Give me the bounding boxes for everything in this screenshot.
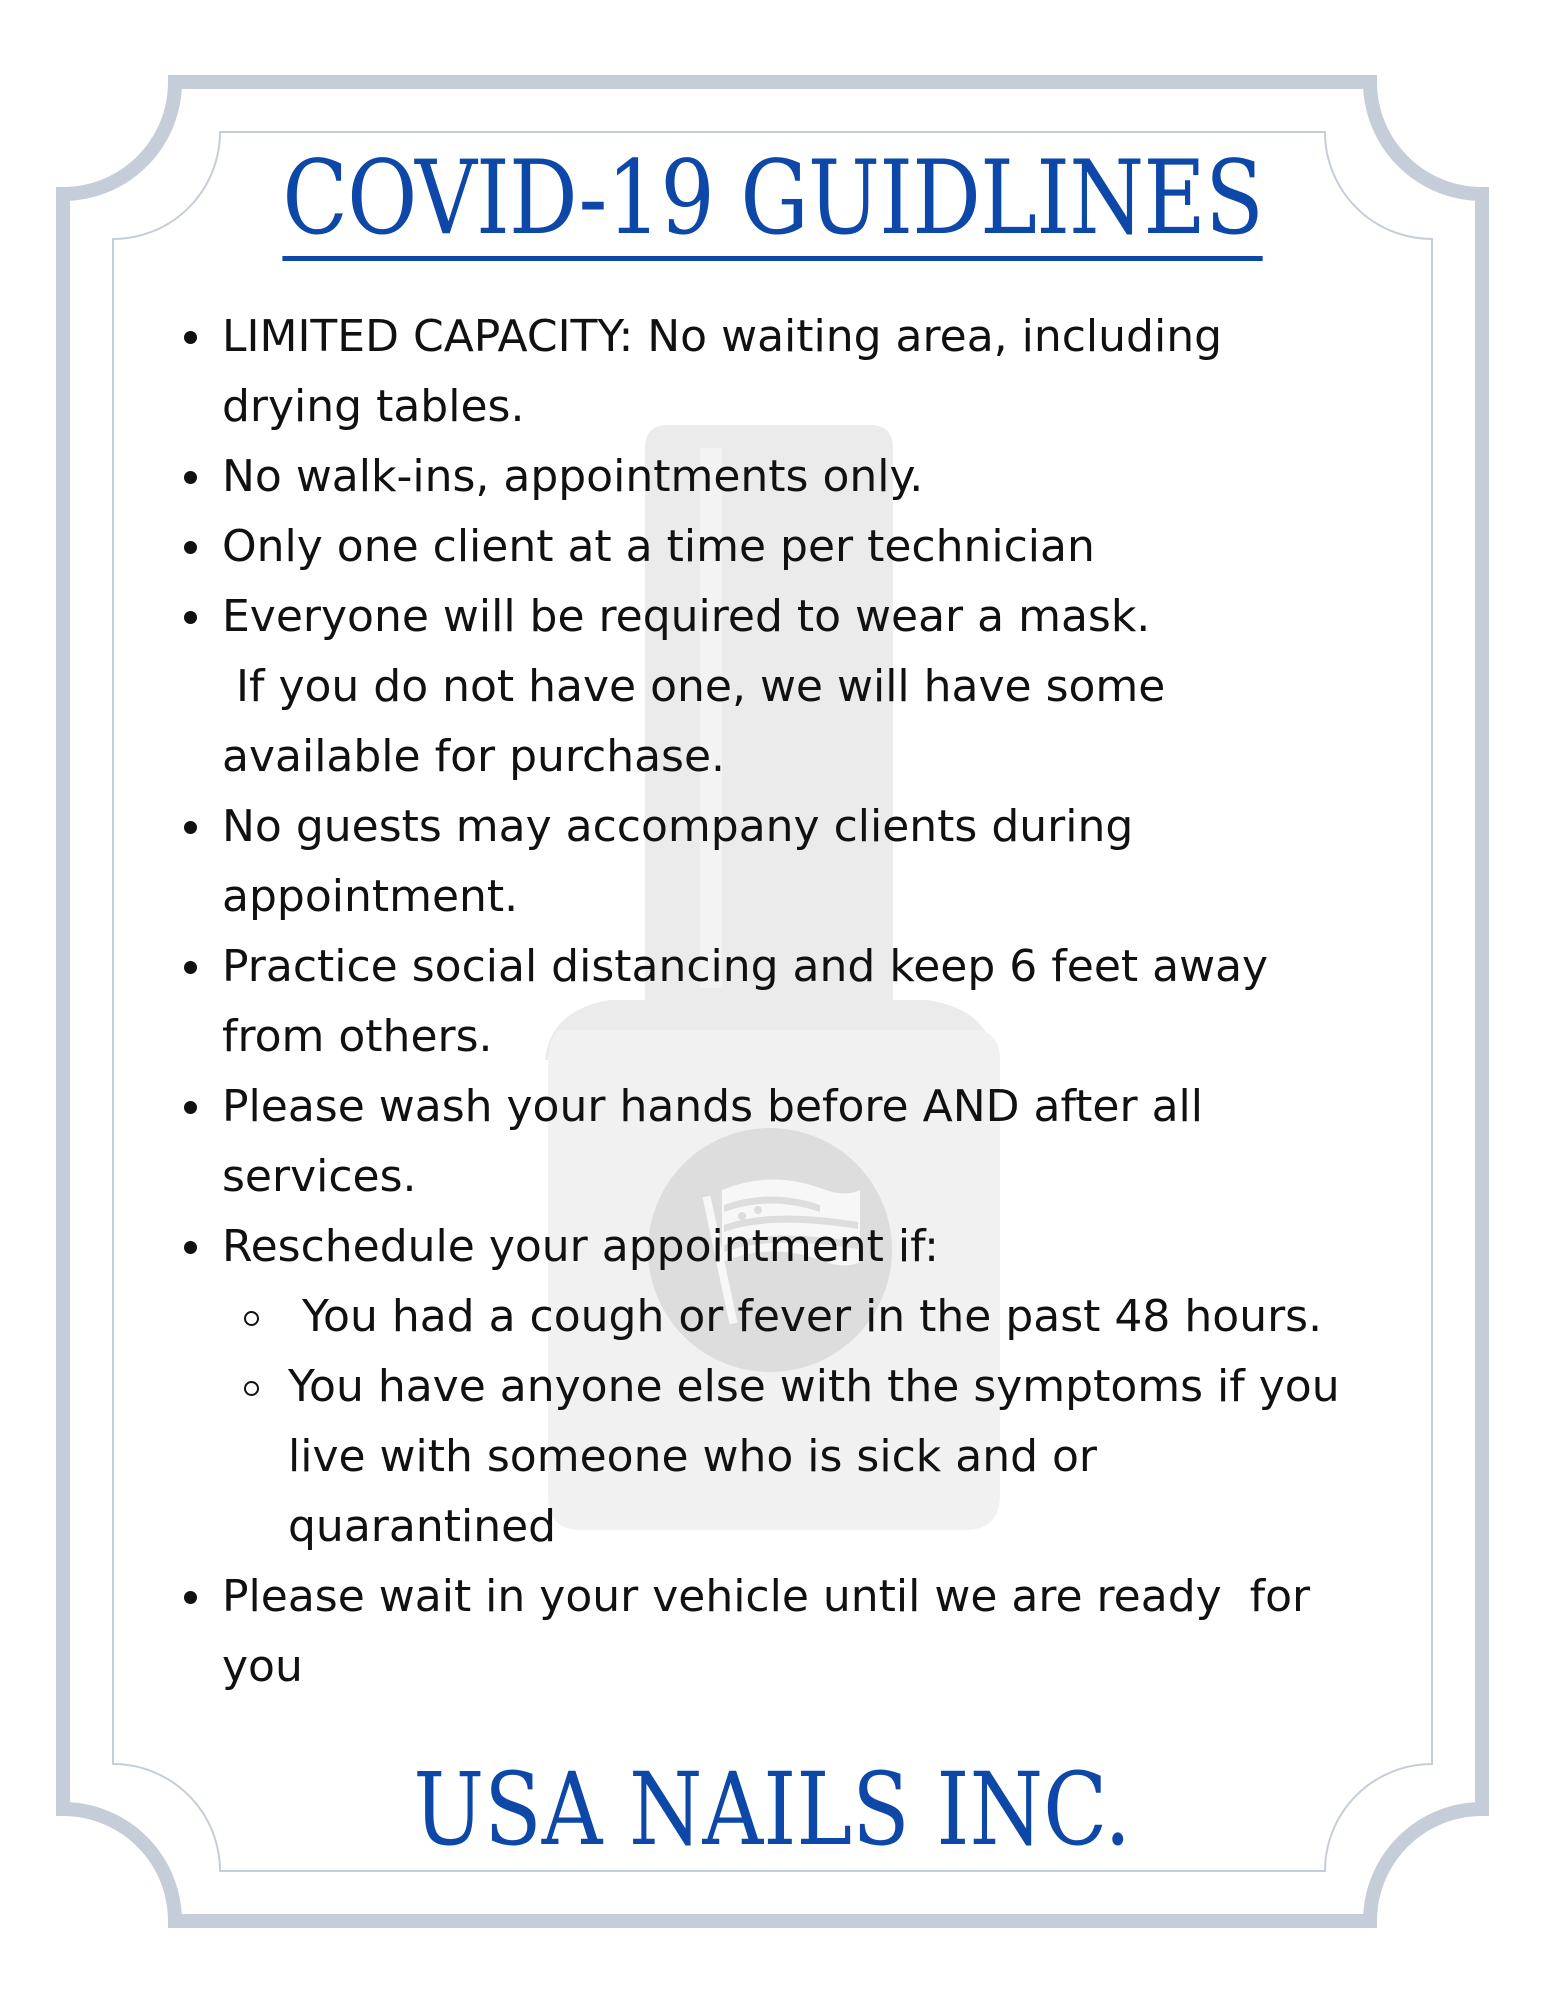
guideline-item [222,792,1422,932]
guideline-line: No guests may accompany clients during [222,801,1134,852]
condition-line: quarantined [288,1501,557,1552]
guideline-line: Please wash your hands before AND after all [222,1081,1203,1132]
condition-line: live with someone who is sick and or [288,1431,1098,1482]
guideline-line: from others. [222,1011,493,1062]
reschedule-condition-item [222,1282,1422,1352]
guideline-line: available for purchase. [222,731,726,782]
page-title [0,139,1545,261]
guideline-line: Reschedule your appointment if: [222,1221,939,1272]
brand-name [0,1751,1545,1868]
guideline-item [222,442,1422,512]
guideline-item [222,1072,1422,1212]
guideline-item [222,1562,1422,1702]
guideline-line: Everyone will be required to wear a mask. [222,591,1151,642]
guideline-line: appointment. [222,871,519,922]
guideline-line: Practice social distancing and keep 6 feet away [222,941,1269,992]
guideline-line: Please wait in your vehicle until we are ready for [222,1571,1311,1622]
guideline-line: Only one client at a time per technician [222,521,1095,572]
guideline-line: services. [222,1151,417,1202]
guideline-item [222,302,1422,442]
reschedule-conditions-list [222,1282,1422,1562]
reschedule-condition-item [222,1352,1422,1562]
guideline-line: No walk-ins, appointments only. [222,451,924,502]
guideline-item [222,512,1422,582]
guideline-line: you [222,1641,303,1692]
guideline-line: drying tables. [222,381,525,432]
guideline-item [222,932,1422,1072]
guideline-list [222,302,1422,1702]
condition-line: You have anyone else with the symptoms if you [288,1361,1340,1412]
guideline-line: LIMITED CAPACITY: No waiting area, including [222,311,1223,362]
page-title-text: COVID-19 GUIDLINES [282,148,1263,261]
guideline-item [222,1212,1422,1562]
brand-name-text: USA NAILS INC. [413,1751,1132,1868]
guideline-line: If you do not have one, we will have some [222,661,1166,712]
condition-line: You had a cough or fever in the past 48 hours. [288,1291,1323,1342]
guideline-item [222,582,1422,792]
